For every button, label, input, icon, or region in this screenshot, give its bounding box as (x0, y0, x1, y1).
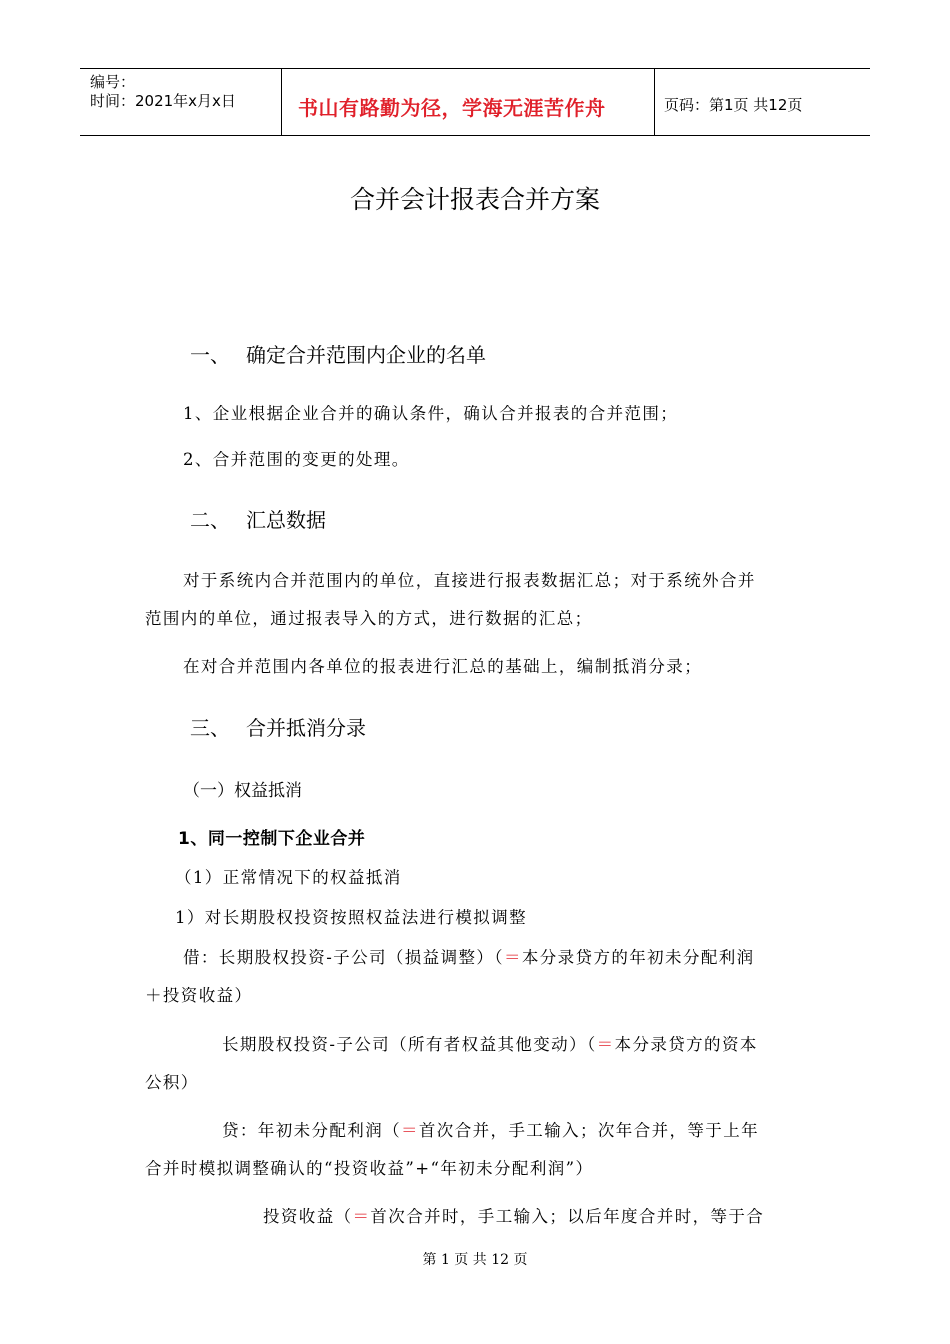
section-2-paragraph-2: 在对合并范围内各单位的报表进行汇总的基础上，编制抵消分录； (183, 657, 703, 676)
entry-debit-line-1 (183, 944, 755, 968)
section-1-paragraph-1: 1、企业根据企业合并的确认条件，确认合并报表的合并范围； (183, 404, 679, 423)
entry-credit-note: 首次合并，手工输入；次年合并，等于上年 (418, 1121, 760, 1140)
entry-credit2-text: 投资收益（ (263, 1207, 353, 1226)
page-title: 合并会计报表合并方案 (349, 185, 600, 214)
subsection-equity-offset: （一）权益抵消 (183, 781, 302, 801)
section-3-heading (190, 712, 366, 741)
equals-sign: ＝ (596, 1035, 615, 1054)
header-divider-left (281, 68, 282, 136)
header-motto: 书山有路勤为径，学海无涯苦作舟 (298, 96, 606, 120)
header-divider-right (654, 68, 655, 136)
section-2-paragraph-1-line-1: 对于系统内合并范围内的单位，直接进行报表数据汇总；对于系统外合并 (183, 571, 756, 590)
section-2-heading (190, 504, 326, 533)
equals-sign: ＝ (352, 1207, 371, 1226)
subsection-common-control: 1、同一控制下企业合并 (178, 829, 366, 849)
paragraph-normal-offset: （1）正常情况下的权益抵消 (175, 868, 402, 887)
entry-debit2-line-2: 公积） (145, 1073, 199, 1092)
entry-debit-note: 本分录贷方的年初未分配利润 (521, 948, 755, 967)
section-1-title: 确定合并范围内企业的名单 (246, 343, 486, 367)
header-rule-bottom (80, 135, 870, 136)
entry-debit-text: 借：长期股权投资-子公司（损益调整）（ (183, 948, 504, 967)
section-3-title: 合并抵消分录 (246, 716, 366, 740)
equals-sign: ＝ (401, 1121, 419, 1140)
section-1-paragraph-2: 2、合并范围的变更的处理。 (183, 450, 410, 469)
section-1-number: 一、 (190, 343, 230, 367)
equals-sign: ＝ (503, 948, 522, 967)
header-time-label: 时间：2021年x月x日 (90, 92, 236, 110)
entry-debit2-line-1 (222, 1031, 758, 1055)
header-number-label: 编号： (90, 73, 136, 91)
header-rule-top (80, 68, 870, 69)
entry-credit-line-1 (222, 1117, 759, 1141)
section-3-number: 三、 (190, 716, 230, 740)
section-2-paragraph-1-line-2: 范围内的单位，通过报表导入的方式，进行数据的汇总； (145, 609, 593, 628)
section-1-heading (190, 339, 486, 368)
header-page-label: 页码：第1页 共12页 (664, 96, 803, 114)
entry-credit-line-2: 合并时模拟调整确认的“投资收益”+“年初未分配利润”） (145, 1159, 594, 1178)
entry-debit-line-2: ＋投资收益） (145, 986, 253, 1005)
entry-debit2-text: 长期股权投资-子公司（所有者权益其他变动）（ (222, 1035, 597, 1054)
entry-debit2-note: 本分录贷方的资本 (614, 1035, 758, 1054)
section-2-title: 汇总数据 (246, 508, 326, 532)
paragraph-simulated-adjustment: 1）对长期股权投资按照权益法进行模拟调整 (175, 908, 527, 927)
page-footer: 第 1 页 共 12 页 (422, 1252, 528, 1268)
entry-credit2-note: 首次合并时，手工输入；以后年度合并时，等于合 (370, 1207, 765, 1226)
entry-credit-text: 贷：年初未分配利润（ (222, 1121, 401, 1140)
section-2-number: 二、 (190, 508, 230, 532)
entry-credit2-line-1 (263, 1203, 764, 1227)
